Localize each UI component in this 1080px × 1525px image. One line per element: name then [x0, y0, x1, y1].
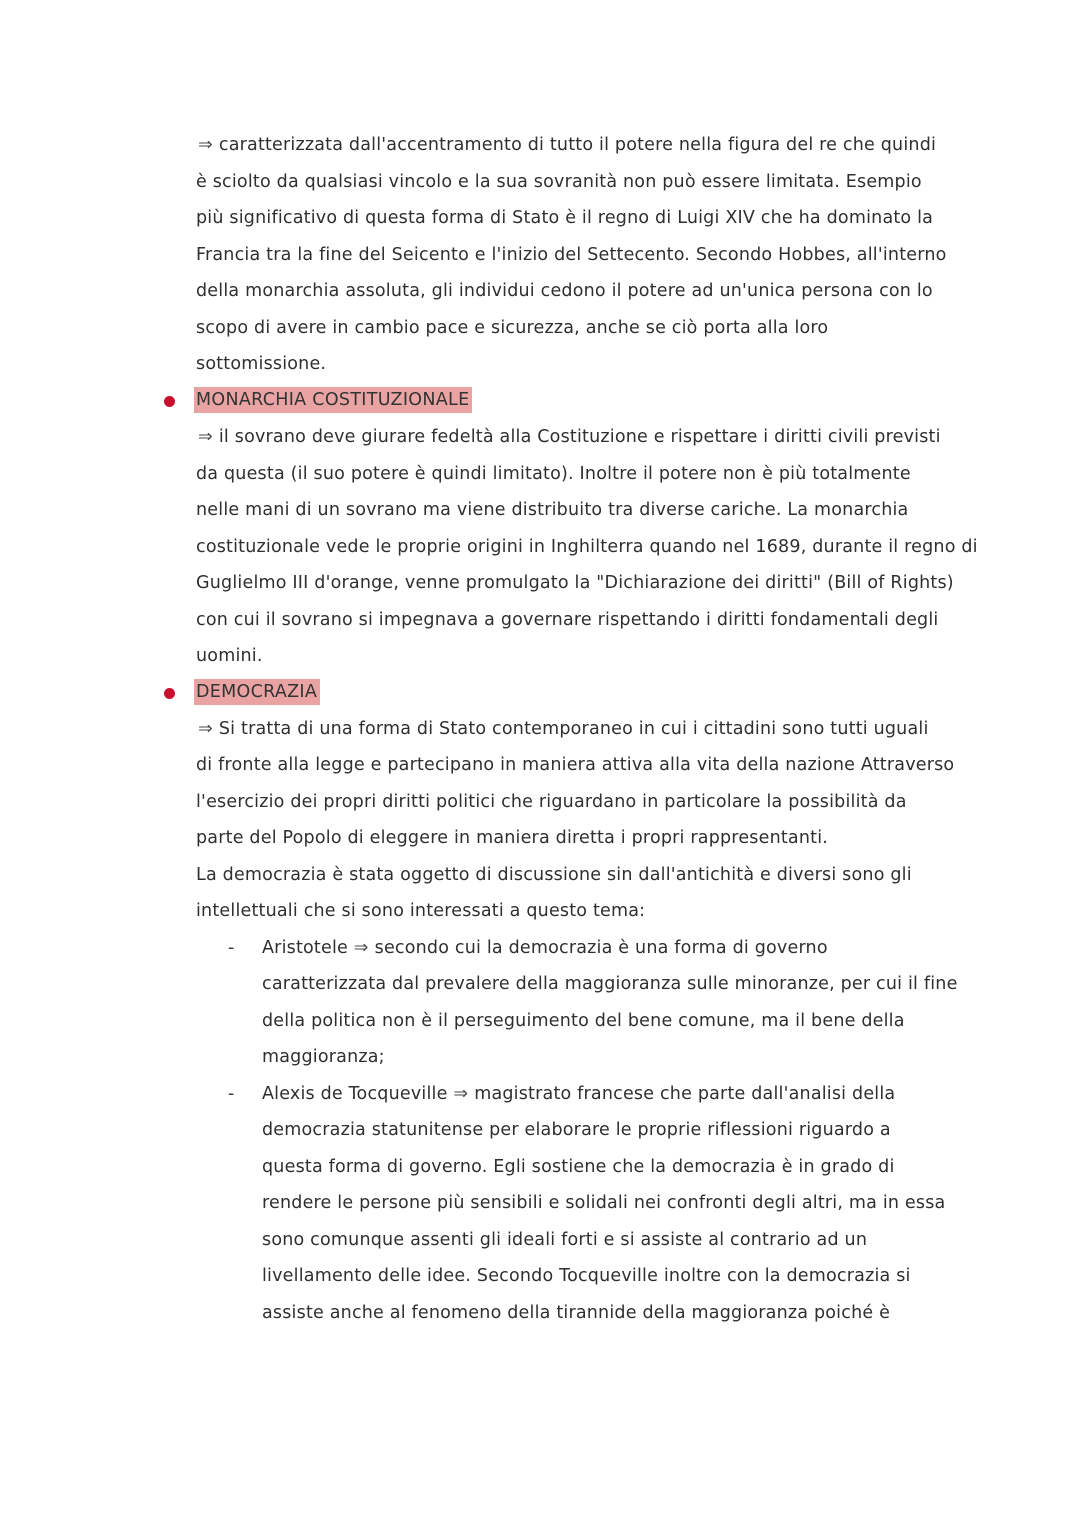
monarchia-line-7: uomini. — [196, 646, 263, 666]
tocqueville-line-6: livellamento delle idee. Secondo Tocqueville inoltre con la democrazia si — [262, 1266, 911, 1286]
tocqueville-name: Alexis de Tocqueville — [262, 1084, 448, 1104]
aristotele-text: secondo cui la democrazia è una forma di governo — [374, 938, 828, 958]
intro-line-1 — [198, 133, 936, 157]
tocqueville-line-3: questa forma di governo. Egli sostiene che la democrazia è in grado di — [262, 1157, 895, 1177]
intro-line-4: Francia tra la fine del Seicento e l'inizio del Settecento. Secondo Hobbes, all'interno — [196, 245, 947, 265]
heading-democrazia: DEMOCRAZIA — [194, 679, 320, 705]
intro-line-3: più significativo di questa forma di Stato è il regno di Luigi XIV che ha dominato la — [196, 208, 934, 228]
democrazia-line-5: La democrazia è stata oggetto di discussione sin dall'antichità e diversi sono gli — [196, 865, 912, 885]
arrow-icon: ⇒ — [198, 719, 213, 739]
democrazia-line-3: l'esercizio dei propri diritti politici che riguardano in particolare la possibilità da — [196, 792, 907, 812]
monarchia-line-5: Guglielmo III d'orange, venne promulgato la "Dichiarazione dei diritti" (Bill of Rights) — [196, 573, 954, 593]
arrow-icon: ⇒ — [453, 1084, 469, 1104]
aristotele-line-2: caratterizzata dal prevalere della maggioranza sulle minoranze, per cui il fine — [262, 974, 958, 994]
bullet-icon — [164, 688, 175, 699]
bullet-icon — [164, 396, 175, 407]
list-dash: - — [228, 1084, 235, 1104]
intro-text: caratterizzata dall'accentramento di tutto il potere nella figura del re che quindi — [218, 135, 937, 155]
aristotele-name: Aristotele — [262, 938, 348, 958]
tocqueville-line-4: rendere le persone più sensibili e solidali nei confronti degli altri, ma in essa — [262, 1193, 946, 1213]
aristotele-line-3: della politica non è il perseguimento del bene comune, ma il bene della — [262, 1011, 905, 1031]
democrazia-line-6: intellettuali che si sono interessati a questo tema: — [196, 901, 646, 921]
tocqueville-line-7: assiste anche al fenomeno della tirannide della maggioranza poiché è — [262, 1303, 891, 1323]
aristotele-line-1 — [262, 936, 828, 960]
democrazia-line-2: di fronte alla legge e partecipano in maniera attiva alla vita della nazione Attraverso — [196, 755, 955, 775]
intro-line-2: è sciolto da qualsiasi vincolo e la sua sovranità non può essere limitata. Esempio — [196, 172, 922, 192]
democrazia-line-4: parte del Popolo di eleggere in maniera diretta i propri rappresentanti. — [196, 828, 829, 848]
tocqueville-line-2: democrazia statunitense per elaborare le proprie riflessioni riguardo a — [262, 1120, 891, 1140]
democrazia-text: Si tratta di una forma di Stato contemporaneo in cui i cittadini sono tutti uguali — [218, 719, 929, 739]
monarchia-line-2: da questa (il suo potere è quindi limitato). Inoltre il potere non è più totalmente — [196, 464, 911, 484]
arrow-icon: ⇒ — [353, 938, 369, 958]
monarchia-line-3: nelle mani di un sovrano ma viene distribuito tra diverse cariche. La monarchia — [196, 500, 909, 520]
monarchia-text: il sovrano deve giurare fedeltà alla Costituzione e rispettare i diritti civili previsti — [218, 427, 941, 447]
democrazia-line-1 — [198, 717, 929, 741]
heading-monarchia-costituzionale: MONARCHIA COSTITUZIONALE — [194, 387, 472, 413]
tocqueville-line-1 — [262, 1082, 895, 1106]
intro-line-6: scopo di avere in cambio pace e sicurezza, anche se ciò porta alla loro — [196, 318, 829, 338]
intro-line-7: sottomissione. — [196, 354, 327, 374]
monarchia-line-4: costituzionale vede le proprie origini in Inghilterra quando nel 1689, durante il regno di — [196, 537, 978, 557]
aristotele-line-4: maggioranza; — [262, 1047, 385, 1067]
tocqueville-line-5: sono comunque assenti gli ideali forti e si assiste al contrario ad un — [262, 1230, 868, 1250]
arrow-icon: ⇒ — [198, 427, 213, 447]
monarchia-line-1 — [198, 425, 941, 449]
intro-line-5: della monarchia assoluta, gli individui cedono il potere ad un'unica persona con lo — [196, 281, 933, 301]
monarchia-line-6: con cui il sovrano si impegnava a governare rispettando i diritti fondamentali degli — [196, 610, 939, 630]
arrow-icon: ⇒ — [198, 135, 213, 155]
tocqueville-text: magistrato francese che parte dall'analisi della — [474, 1084, 896, 1104]
list-dash: - — [228, 938, 235, 958]
